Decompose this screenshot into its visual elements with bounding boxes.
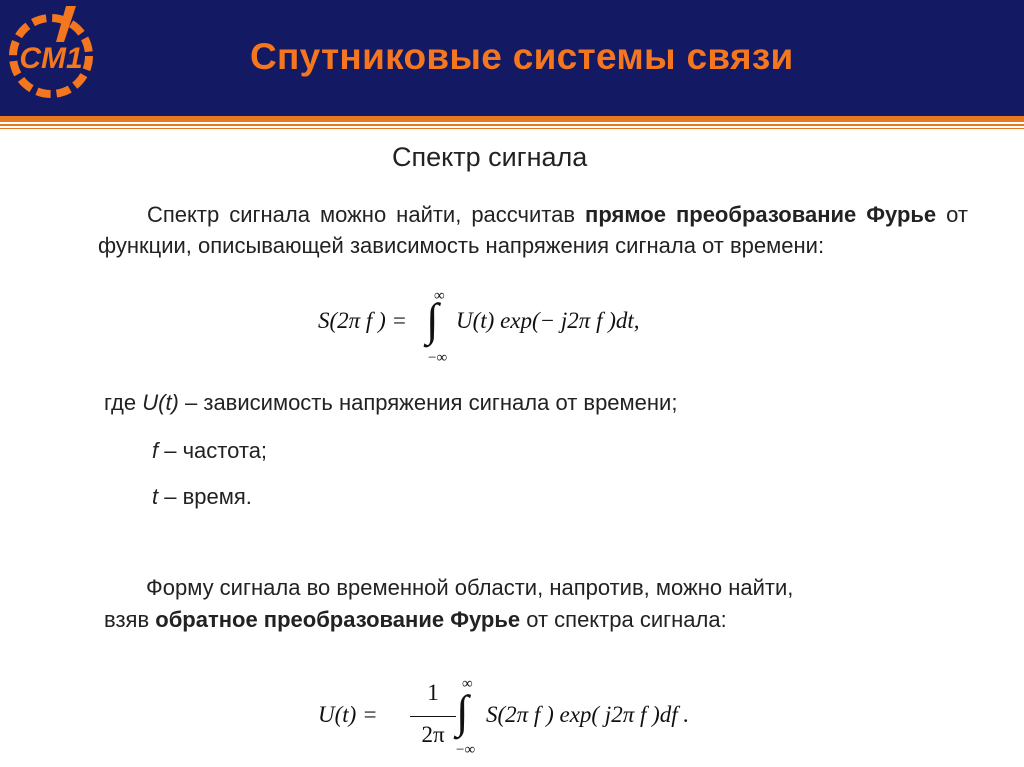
f-text: частота; [182,438,268,463]
fraction-denominator: 2π [421,722,445,747]
para2-bold-term: обратное преобразование Фурье [155,607,521,632]
slide-subtitle: Спектр сигнала [392,142,588,172]
header-stripe [0,116,1024,122]
formula1-lower-limit: −∞ [428,350,448,366]
formula2-lower-limit: −∞ [456,742,476,758]
slide-header [0,0,1024,116]
para1-text-1: Спектр сигнала можно найти, рассчитав [147,202,586,227]
formula2-lhs: U(t) = [318,702,378,727]
where-var: U(t) [142,390,179,415]
where-text-1: где [104,390,143,415]
f-var: f [152,438,159,463]
formula1-rhs: U(t) exp(− j2π f )dt, [456,308,640,333]
para1-text-2: от функции, описывающей зависимость напряжения сигнала от времени: [98,202,968,258]
formula2-rhs: S(2π f ) exp( j2π f )df . [486,702,690,727]
para1-bold-term: прямое преобразование Фурье [585,202,937,227]
inverse-fourier-formula [318,672,768,762]
t-definition-line [152,484,252,510]
forward-fourier-formula [318,288,698,368]
integral-sign: ∫ [456,686,469,737]
para2-line-1: Форму сигнала во временной области, напротив, можно найти, [146,575,794,600]
where-line [104,390,677,416]
f-dash: – [158,438,183,463]
t-var: t [152,484,159,509]
f-definition-line [152,438,267,464]
header-stripe [0,124,1024,126]
para2-text-1: взяв [104,607,156,632]
fraction-bar [410,716,456,717]
formula1-upper-limit: ∞ [434,288,445,304]
paragraph-forward-transform [98,199,968,261]
sm1-logo [6,2,96,106]
slide-title: Спутниковые системы связи [250,36,794,77]
formula1-lhs: S(2π f ) = [318,308,408,333]
fraction-numerator: 1 [427,680,439,705]
t-text: – время. [158,484,252,509]
integral-sign: ∫ [426,294,439,345]
logo-text: СМ1 [19,42,83,75]
para2-text-2: от спектра сигнала: [520,607,727,632]
para2-line-2 [104,607,727,633]
formula2-upper-limit: ∞ [462,676,473,692]
where-text-2: – зависимость напряжения сигнала от времени; [178,390,678,415]
header-stripe [0,128,1024,129]
